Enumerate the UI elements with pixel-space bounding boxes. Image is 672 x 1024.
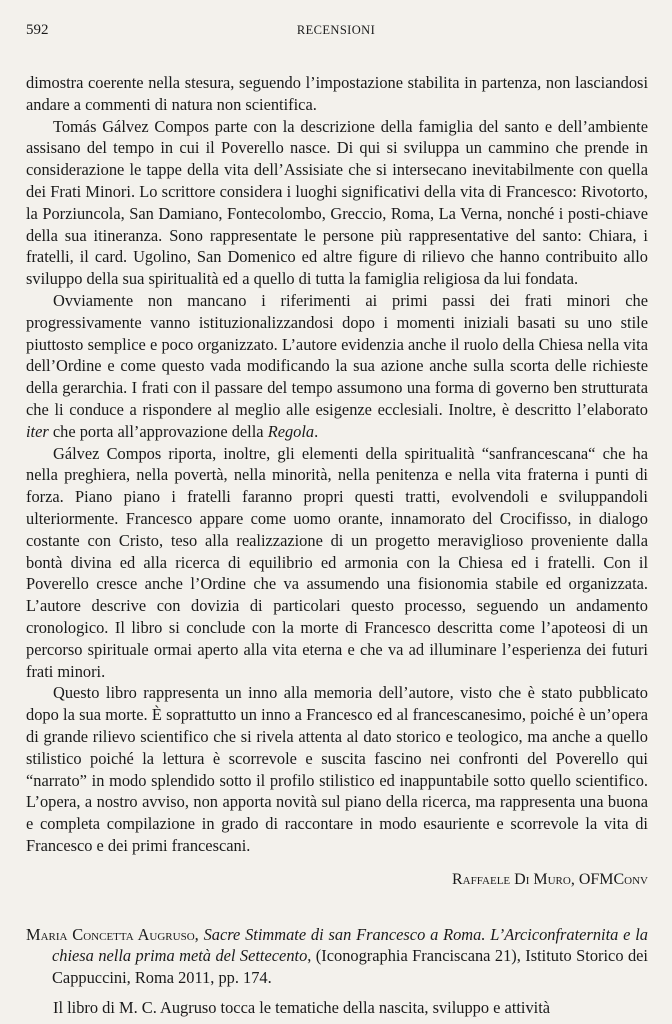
reviewer-name: Raffaele Di Muro	[452, 870, 571, 888]
book-author: Maria Concetta Augruso	[26, 924, 195, 944]
bibliographic-reference: Maria Concetta Augruso, Sacre Stimmate di san Francesco a Roma. L’Arciconfraternita e la chiesa nella prima metà del Settecento, (Iconographia Franciscana 21), Istituto Storico dei Cappuccini, Roma 2011, pp. 174.	[26, 924, 649, 988]
next-review-entry	[26, 924, 648, 1019]
page-header	[26, 22, 646, 40]
book-title: Sacre Stimmate di san Francesco a Roma. L’Arciconfraternita e la chiesa nella prima metà del Settecento	[52, 924, 649, 966]
page-number: 592	[26, 22, 49, 38]
paragraph-2: Tomás Gálvez Compos parte con la descrizione della famiglia del santo e dell’ambiente assisano del tempo in cui il Poverello nasce. Di qui si sviluppa un cammino che prende in considerazione le tappe della vita dell’Assisiate che si intersecano inevitabilmente con quella dei Frati Minori. Lo scrittore considera i luoghi significativi della vita di Francesco: Rivotorto, la Porziuncola, San Damiano, Fontecolombo, Greccio, Roma, La Verna, nonché i posti-chiave della sua itineranza. Sono rappresentate le persone più rappresentative del santo: Chiara, i fratelli, il card. Ugolino, San Domenico ed altre figure di rilievo che hanno contribuito allo sviluppo della sua spiritualità ed a quello di tutta la famiglia religiosa da lui fondata.	[26, 116, 648, 289]
italic-iter: iter	[26, 421, 49, 441]
paragraph-1: dimostra coerente nella stesura, seguendo l’impostazione stabilita in partenza, non lasciandosi andare a commenti di natura non scientifica.	[26, 73, 648, 114]
paragraph-5: Questo libro rappresenta un inno alla memoria dell’autore, visto che è stato pubblicato dopo la sua morte. È soprattutto un inno a Francesco ed al francescanesimo, poiché è un’opera di grande rilievo scientifico che si rivela attenta al dato storico e teologico, ma anche a quello stilistico poiché la lettura è scorrevole e suscita fascino nei confronti del Poverello qui “narrato” in modo splendido sotto il profilo stilistico ed inappuntabile sotto quello scientifico. L’opera, a nostro avviso, non apporta novità sul piano della ricerca, ma rappresenta una buona e completa compilazione in grado di raccontare in modo esauriente e scorrevole la vita di Francesco e dei primi francescani.	[26, 683, 648, 855]
review-body	[26, 72, 648, 1019]
book-details: , (Iconographia Franciscana 21), Istituto Storico dei Cappuccini, Roma 2011, pp. 174.	[52, 946, 648, 988]
paragraph-4: Gálvez Compos riporta, inoltre, gli elementi della spiritualità “sanfrancescana“ che ha nella preghiera, nella povertà, nella minorità, nella penitenza e nella vita fraterna i punti di forza. Piano piano i fratelli faranno propri questi tratti, evolvendoli e sviluppandoli ulteriormente. Francesco appare come uomo orante, innamorato del Crocifisso, in dialogo costante con Cristo, teso alla realizzazione di un progetto meraviglioso proveniente dalla bontà divina ed alla ricerca di equilibrio ed armonia con la Chiesa ed i fratelli. Con il Poverello cresce anche l’Ordine che va assumendo una fisionomia stabile ed organizzata. L’autore descrive con dovizia di particolari questo processo, seguendo un andamento cronologico. Il libro si conclude con la morte di Francesco descritta come l’apoteosi di un percorso spirituale ormai aperto alla vita eterna e che va ad illuminare l’esperienza dei futuri frati minori.	[26, 443, 648, 681]
reviewer-order: , OFMConv	[570, 870, 648, 888]
paragraph-3-end: .	[314, 421, 319, 441]
reviewer-signature	[26, 871, 648, 889]
paragraph-3-text: Ovviamente non mancano i riferimenti ai primi passi dei frati minori che progressivamente vanno istituzionalizzandosi dopo i momenti iniziali basati su uno stile piuttosto semplice e poco organizzato. L’autore evidenzia anche il ruolo della Chiesa nella vita dell’Ordine e come questo vada modificando la sua azione anche sulla scorta delle richieste della gerarchia. I frati con il passare del tempo assumono una forma di governo ben strutturata che li conduce a rispondere al meglio alle esigenze ecclesiali. Inoltre, è descritto l’elaborato	[26, 290, 648, 419]
next-review-first-line: Il libro di M. C. Augruso tocca le tematiche della nascita, sviluppo e attività	[53, 998, 551, 1018]
paragraph-3-middle: che porta all’approvazione della	[52, 421, 264, 441]
paragraph-3	[26, 290, 648, 443]
running-head: RECENSIONI	[296, 23, 376, 37]
italic-regola: Regola	[267, 421, 315, 441]
